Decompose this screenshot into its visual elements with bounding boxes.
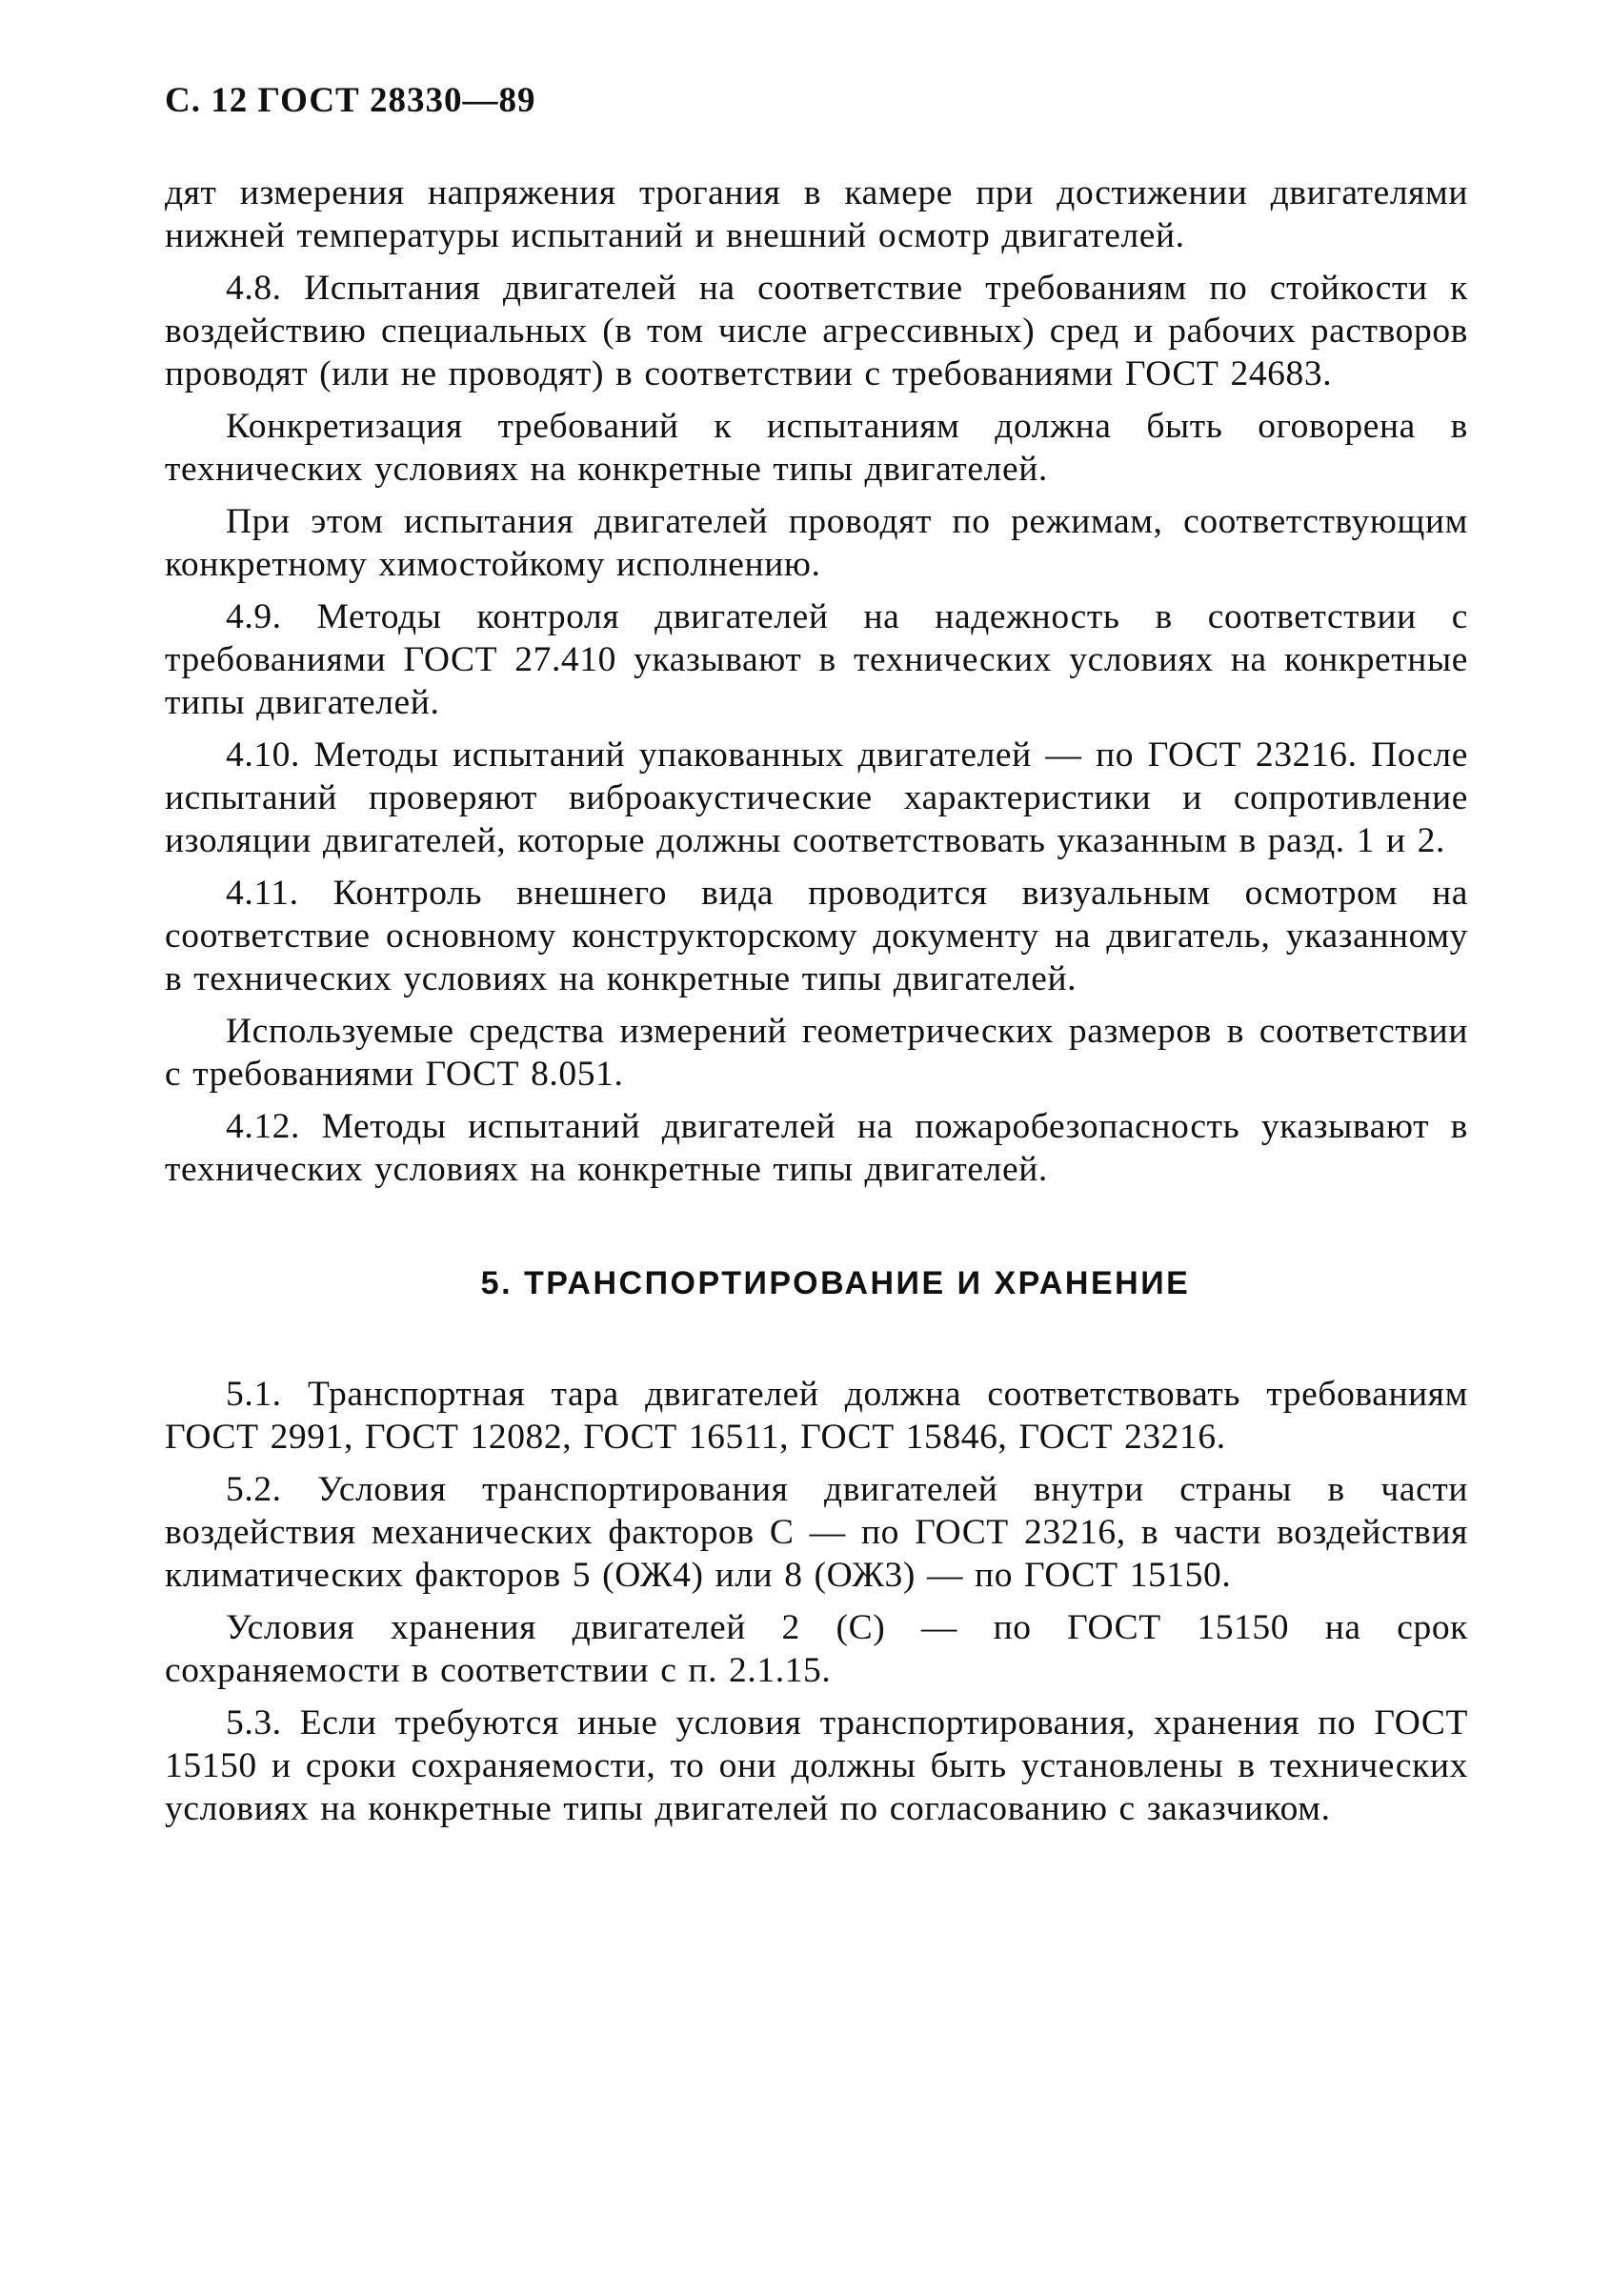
paragraph: Условия хранения двигателей 2 (С) — по ГОСТ 15150 на срок сохраняемости в соответствии с п. 2.1.15. xyxy=(165,1608,1468,1690)
paragraph: 5.1. Транспортная тара двигателей должна соответствовать требованиям ГОСТ 2991, ГОСТ 12082, ГОСТ 16511, ГОСТ 15846, ГОСТ 23216. xyxy=(165,1375,1468,1457)
paragraph: дят измерения напряжения трогания в камере при достижении двигателями нижней температуры испытаний и внешний осмотр двигателей. xyxy=(165,173,1468,255)
paragraph: Конкретизация требований к испытаниям должна быть оговорена в технических условиях на конкретные типы двигателей. xyxy=(165,407,1468,489)
paragraph: Используемые средства измерений геометрических размеров в соответствии с требованиями ГОСТ 8.051. xyxy=(165,1012,1468,1094)
paragraph: 4.10. Методы испытаний упакованных двигателей — по ГОСТ 23216. После испытаний проверяют виброакустические характеристики и сопротивление изоляции двигателей, которые должны соответствовать указанным в разд. 1 и 2. xyxy=(165,735,1468,860)
page-header: С. 12 ГОСТ 28330—89 xyxy=(165,81,536,120)
paragraph: 4.11. Контроль внешнего вида проводится визуальным осмотром на соответствие основному конструкторскому документу на двигатель, указанному в технических условиях на конкретные типы двигателей. xyxy=(165,874,1468,998)
paragraph: 4.12. Методы испытаний двигателей на пожаробезопасность указывают в технических условиях на конкретные типы двигателей. xyxy=(165,1107,1468,1189)
section-title: 5. ТРАНСПОРТИРОВАНИЕ И ХРАНЕНИЕ xyxy=(480,1265,1191,1301)
paragraph: При этом испытания двигателей проводят по режимам, соответствующим конкретному химостойкому исполнению. xyxy=(165,502,1468,584)
paragraph: 5.3. Если требуются иные условия транспортирования, хранения по ГОСТ 15150 и сроки сохраняемости, то они должны быть установлены в технических условиях на конкретные типы двигателей по согласованию с заказчиком. xyxy=(165,1703,1468,1828)
section-4-text xyxy=(165,171,1468,1191)
document-body xyxy=(165,171,1468,1840)
section-5-text xyxy=(165,1373,1468,1830)
paragraph: 4.9. Методы контроля двигателей на надежность в соответствии с требованиями ГОСТ 27.410 указывают в технических условиях на конкретные типы двигателей. xyxy=(165,597,1468,722)
paragraph: 5.2. Условия транспортирования двигателей внутри страны в части воздействия механических факторов С — по ГОСТ 23216, в части воздействия климатических факторов 5 (ОЖ4) или 8 (ОЖ3) — по ГОСТ 15150. xyxy=(165,1470,1468,1595)
paragraph: 4.8. Испытания двигателей на соответствие требованиям по стойкости к воздействию специальных (в том числе агрессивных) сред и рабочих растворов проводят (или не проводят) в соответствии с требованиями ГОСТ 24683. xyxy=(165,269,1468,393)
